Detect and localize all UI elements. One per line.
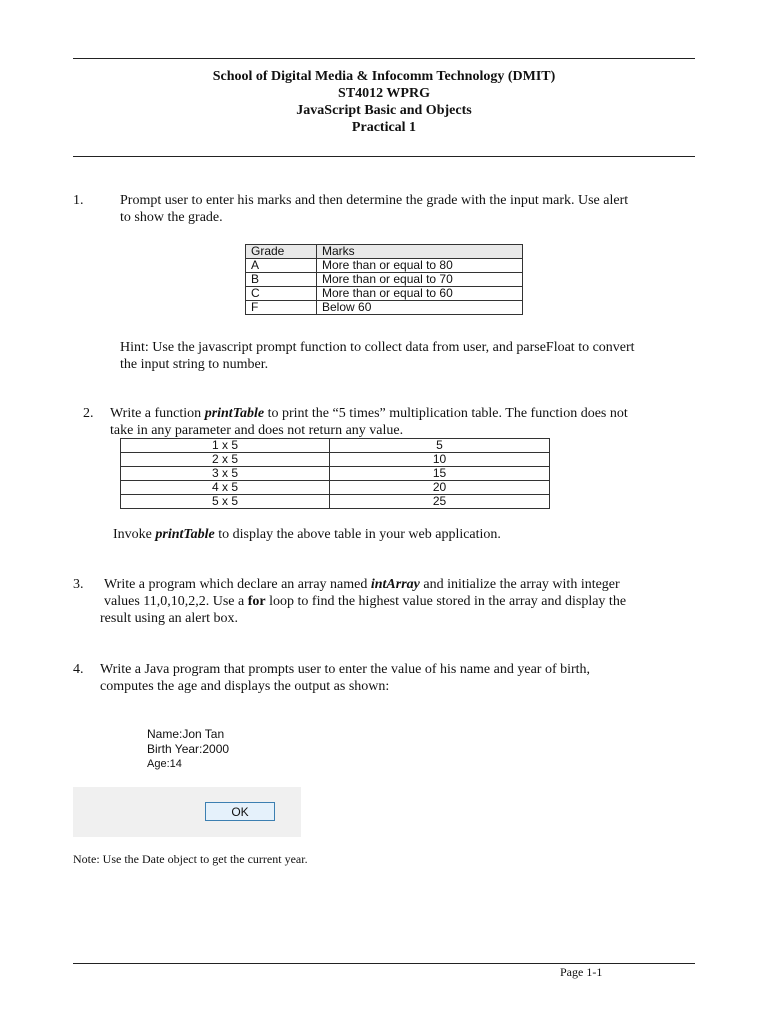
grade-cell: F bbox=[246, 301, 317, 315]
dialog-button-bar bbox=[73, 787, 301, 837]
header-school: School of Digital Media & Infocomm Technology (DMIT) bbox=[212, 69, 556, 84]
dialog-birth-text: Birth Year:2000 bbox=[147, 742, 230, 756]
question-3-line1 bbox=[104, 576, 703, 593]
ok-button[interactable]: OK bbox=[205, 802, 275, 821]
question-2-number: 2. bbox=[83, 406, 94, 421]
question-1 bbox=[73, 192, 703, 226]
marks-cell: More than or equal to 70 bbox=[317, 273, 523, 287]
question-1-line1: Prompt user to enter his marks and then determine the grade with the input mark. Use alert bbox=[120, 193, 629, 208]
dialog-age-text: Age:14 bbox=[147, 758, 182, 770]
table-row bbox=[121, 495, 550, 509]
question-1-hint bbox=[120, 339, 720, 373]
invoke-text: Invoke bbox=[113, 527, 156, 542]
question-2-line1 bbox=[110, 405, 703, 422]
marks-cell: More than or equal to 80 bbox=[317, 259, 523, 273]
question-4-line1: Write a Java program that prompts user to enter the value of his name and year of birth, bbox=[100, 662, 591, 677]
table-row bbox=[121, 453, 550, 467]
header-topic: JavaScript Basic and Objects bbox=[296, 103, 472, 118]
question-4-line2: computes the age and displays the output as shown: bbox=[100, 679, 390, 694]
result-cell: 25 bbox=[330, 495, 550, 509]
question-1-line2: to show the grade. bbox=[120, 210, 223, 225]
expression-cell: 1 x 5 bbox=[121, 439, 330, 453]
result-cell: 10 bbox=[330, 453, 550, 467]
function-name: printTable bbox=[204, 406, 265, 421]
question-2 bbox=[83, 405, 703, 439]
table-row bbox=[121, 439, 550, 453]
expression-cell: 2 x 5 bbox=[121, 453, 330, 467]
expression-cell: 3 x 5 bbox=[121, 467, 330, 481]
question-2-text: Write a function bbox=[110, 406, 205, 421]
grade-header: Grade bbox=[246, 245, 317, 259]
hint-line2: the input string to number. bbox=[120, 357, 269, 372]
table-row bbox=[246, 301, 523, 315]
question-1-number: 1. bbox=[73, 193, 84, 208]
question-2-line2: take in any parameter and does not return any value. bbox=[110, 423, 404, 438]
page-number: Page 1-1 bbox=[560, 965, 603, 979]
expression-cell: 4 x 5 bbox=[121, 481, 330, 495]
grade-cell: A bbox=[246, 259, 317, 273]
multiplication-table bbox=[120, 438, 550, 509]
header-bottom-rule bbox=[73, 156, 695, 157]
question-3-text: Write a program which declare an array named bbox=[104, 577, 371, 592]
grade-cell: B bbox=[246, 273, 317, 287]
question-2-invoke bbox=[113, 526, 713, 543]
question-3-text: loop to find the highest value stored in the array and display the bbox=[265, 594, 627, 609]
question-3-line3: result using an alert box. bbox=[100, 611, 239, 626]
table-row bbox=[246, 273, 523, 287]
invoke-text: to display the above table in your web application. bbox=[214, 527, 501, 542]
grade-cell: C bbox=[246, 287, 317, 301]
for-keyword: for bbox=[247, 594, 266, 609]
table-row bbox=[246, 287, 523, 301]
table-row bbox=[121, 481, 550, 495]
footer-rule bbox=[73, 963, 695, 964]
question-3-line2 bbox=[104, 593, 703, 610]
question-2-text: to print the “5 times” multiplication table. The function does not bbox=[264, 406, 628, 421]
expression-cell: 5 x 5 bbox=[121, 495, 330, 509]
grade-table-header bbox=[246, 245, 523, 259]
grade-table bbox=[245, 244, 523, 315]
question-4 bbox=[73, 661, 703, 695]
question-3 bbox=[73, 576, 703, 627]
question-4-number: 4. bbox=[73, 662, 84, 677]
result-cell: 5 bbox=[330, 439, 550, 453]
marks-cell: Below 60 bbox=[317, 301, 523, 315]
question-3-text: values 11,0,10,2,2. Use a bbox=[104, 594, 248, 609]
dialog-name-text: Name:Jon Tan bbox=[147, 727, 225, 741]
result-cell: 20 bbox=[330, 481, 550, 495]
question-4-note: Note: Use the Date object to get the current year. bbox=[73, 852, 308, 866]
table-row bbox=[121, 467, 550, 481]
question-3-text: and initialize the array with integer bbox=[419, 577, 620, 592]
marks-header: Marks bbox=[317, 245, 523, 259]
table-row bbox=[246, 259, 523, 273]
result-cell: 15 bbox=[330, 467, 550, 481]
header-top-rule bbox=[73, 58, 695, 59]
hint-line1: Hint: Use the javascript prompt function to collect data from user, and parseFloat to convert bbox=[120, 340, 635, 355]
function-name: printTable bbox=[155, 527, 215, 542]
marks-cell: More than or equal to 60 bbox=[317, 287, 523, 301]
header-module: ST4012 WPRG bbox=[338, 86, 430, 101]
array-name: intArray bbox=[370, 577, 420, 592]
document-header bbox=[73, 68, 695, 136]
question-3-number: 3. bbox=[73, 577, 84, 592]
header-practical: Practical 1 bbox=[351, 120, 417, 135]
